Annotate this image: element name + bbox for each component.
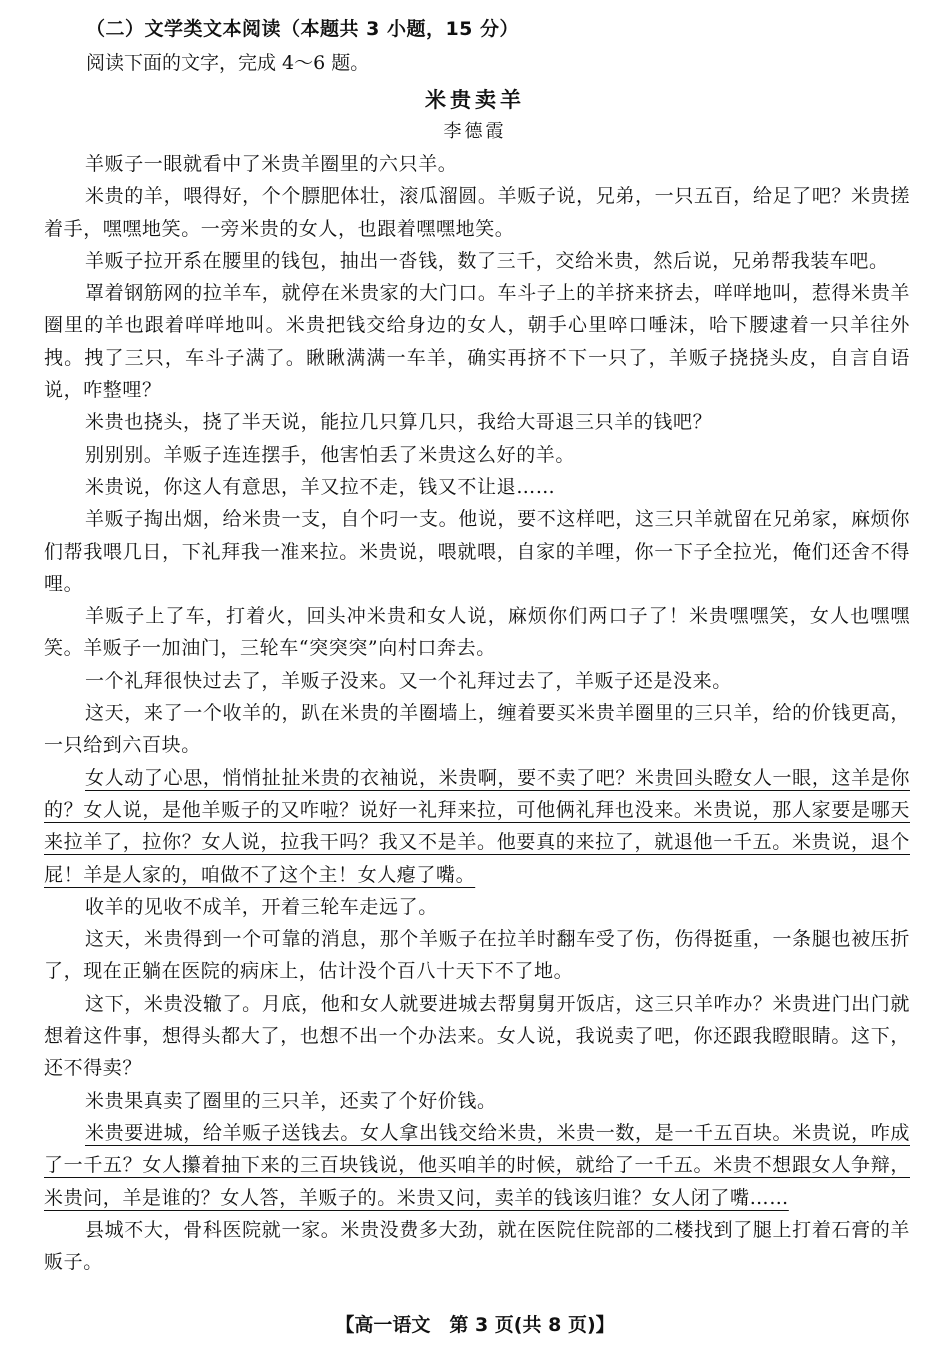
paragraph-8: 羊贩子掏出烟，给米贵一支，自个叼一支。他说，要不这样吧，这三只羊就留在兄弟家，麻烦你们帮我喂几日，下礼拜我一准来拉。米贵说，喂就喂，自家的羊哩，你一下子全拉光，俺们还舍不得哩。 (44, 508, 910, 595)
reading-instruction: 阅读下面的文字，完成 4～6 题。 (86, 52, 370, 74)
paragraph-1: 羊贩子一眼就看中了米贵羊圈里的六只羊。 (85, 153, 458, 175)
paragraph-11: 这天，来了一个收羊的，趴在米贵的羊圈墙上，缠着要买米贵羊圈里的三只羊，给的价钱更高，一只给到六百块。 (44, 702, 910, 757)
underlined-paragraph-1: 女人动了心思，悄悄扯扯米贵的衣袖说，米贵啊，要不卖了吧？米贵回头瞪女人一眼，这羊是你的？女人说，是他羊贩子的又咋啦？说好一礼拜来拉，可他俩礼拜也没来。米贵说，那人家要是哪天来拉羊了，拉你？女人说，拉我干吗？我又不是羊。他要真的来拉了，就退他一千五。米贵说，退个屁！羊是人家的，咱做不了这个主！女人瘪了嘴。 (44, 766, 910, 886)
underlined-paragraph-2: 米贵要进城，给羊贩子送钱去。女人拿出钱交给米贵，米贵一数，是一千五百块。米贵说，咋成了一千五？女人攥着抽下来的三百块钱说，他买咱羊的时候，就给了一千五。米贵不想跟女人争辩，米贵问，羊是谁的？女人答，羊贩子的。米贵又问，卖羊的钱该归谁？女人闭了嘴…… (44, 1121, 910, 1209)
paragraph-10: 一个礼拜很快过去了，羊贩子没来。又一个礼拜过去了，羊贩子还是没来。 (85, 669, 732, 692)
paragraph-14: 这天，米贵得到一个可靠的消息，那个羊贩子在拉羊时翻车受了伤，伤得挺重，一条腿也被压折了，现在正躺在医院的病床上，估计没个百八十天下不了地。 (44, 928, 910, 983)
paragraph-15: 这下，米贵没辙了。月底，他和女人就要进城去帮舅舅开饭店，这三只羊咋办？米贵进门出门就想着这件事，想得头都大了，也想不出一个办法来。女人说，我说卖了吧，你还跟我瞪眼睛。这下，还不得卖？ (44, 992, 910, 1080)
paragraph-3: 羊贩子拉开系在腰里的钱包，抽出一沓钱，数了三千，交给米贵，然后说，兄弟帮我装车吧。 (85, 249, 889, 272)
story-author: 李德霞 (443, 121, 507, 142)
paragraph-18: 县城不大，骨科医院就一家。米贵没费多大劲，就在医院住院部的二楼找到了腿上打着石膏的羊贩子。 (44, 1218, 910, 1274)
paragraph-13: 收羊的见收不成羊，开着三轮车走远了。 (85, 895, 438, 918)
paragraph-9: 羊贩子上了车，打着火，回头冲米贵和女人说，麻烦你们两口子了！米贵嘿嘿笑，女人也嘿嘿笑。羊贩子一加油门，三轮车“突突突”向村口奔去。 (44, 605, 910, 660)
paragraph-4: 罩着钢筋网的拉羊车，就停在米贵家的大门口。车斗子上的羊挤来挤去，咩咩地叫，惹得米贵羊圈里的羊也跟着咩咩地叫。米贵把钱交给身边的女人，朝手心里啐口唾沫，哈下腰逮着一只羊往外拽。拽了三只，车斗子满了。瞅瞅满满一车羊，确实再挤不下一只了，羊贩子挠挠头皮，自言自语说，咋整哩？ (44, 282, 910, 402)
page-footer: 【高一语文 第 3 页(共 8 页)】 (335, 1314, 615, 1336)
story-title: 米贵卖羊 (425, 88, 525, 112)
paragraph-2: 米贵的羊，喂得好，个个膘肥体壮，滚瓜溜圆。羊贩子说，兄弟，一只五百，给足了吧？米贵搓着手，嘿嘿地笑。一旁米贵的女人，也跟着嘿嘿地笑。 (44, 185, 910, 240)
paragraph-7: 米贵说，你这人有意思，羊又拉不走，钱又不让退…… (85, 475, 556, 498)
paragraph-16: 米贵果真卖了圈里的三只羊，还卖了个好价钱。 (85, 1089, 497, 1112)
story-body (44, 148, 910, 1278)
section-title: （二）文学类文本阅读（本题共 3 小题，15 分） (86, 18, 520, 40)
paragraph-6: 别别别。羊贩子连连摆手，他害怕丢了米贵这么好的羊。 (85, 443, 576, 466)
paragraph-5: 米贵也挠头，挠了半天说，能拉几只算几只，我给大哥退三只羊的钱吧？ (85, 411, 713, 434)
